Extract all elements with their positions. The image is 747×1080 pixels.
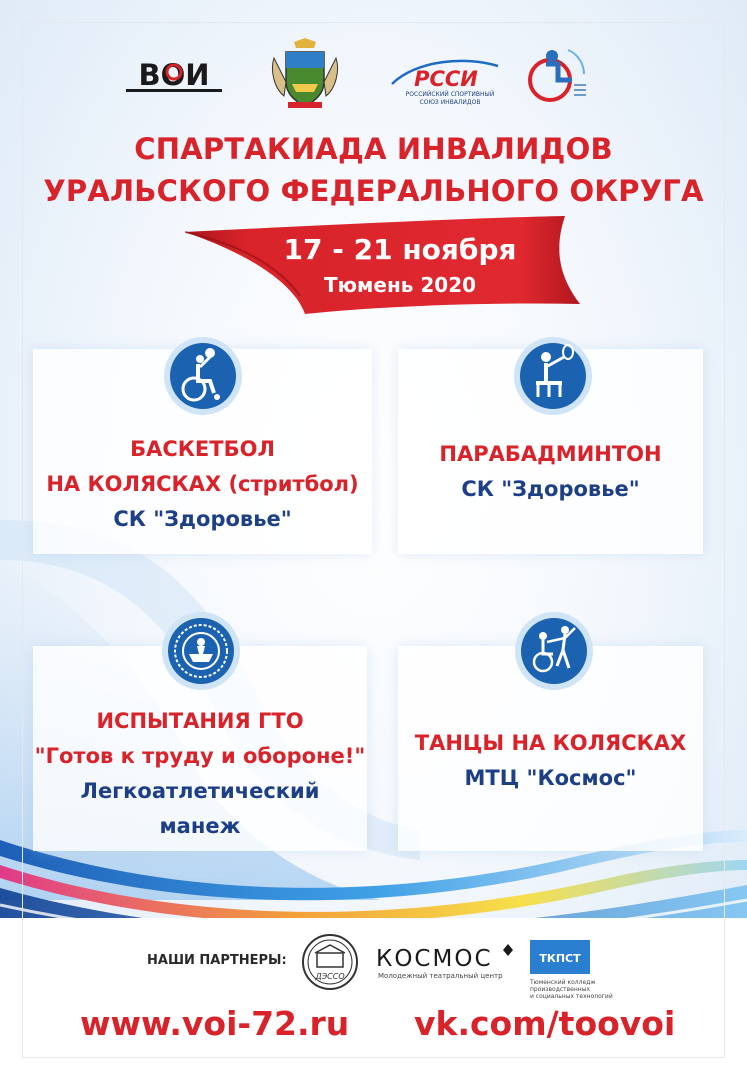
voi-logo: [126, 58, 222, 96]
event-gto-venue-2: манеж: [159, 814, 241, 838]
date-ribbon: [185, 216, 580, 316]
event-basketball-line-1: БАСКЕТБОЛ: [130, 437, 275, 461]
rssi-logo-subtext-2: СОЮЗ ИНВАЛИДОВ: [419, 99, 481, 106]
event-dates: 17 - 21 ноября: [283, 233, 517, 266]
event-basketball-text: [33, 432, 372, 537]
desso-logo-text: ДЭССО: [315, 972, 345, 981]
tkpst-logo: [530, 940, 630, 1002]
partners-label: НАШИ ПАРТНЕРЫ:: [147, 953, 287, 968]
event-gto-line-2: "Готов к труду и обороне!": [34, 744, 366, 768]
voi-logo-text: ВОИ: [138, 58, 210, 92]
event-gto-venue: Легкоатлетический: [80, 779, 320, 803]
tkpst-logo-subtext-2: производственных: [530, 986, 591, 993]
event-dance-text: [398, 726, 703, 796]
kosmos-logo-text: КОСМОС: [376, 946, 493, 972]
event-gto-line-1: ИСПЫТАНИЯ ГТО: [96, 709, 304, 733]
disabled-sport-logo: [524, 44, 588, 108]
tyumen-coat-of-arms-logo: [268, 38, 342, 110]
tkpst-logo-text: ТКПСТ: [539, 952, 581, 965]
vk-link[interactable]: vk.com/toovoi: [414, 1004, 676, 1043]
event-gto-text: [33, 704, 367, 844]
event-basketball-line-2: НА КОЛЯСКАХ (стритбол): [46, 472, 359, 496]
rssi-logo-subtext-1: РОССИЙСКИЙ СПОРТИВНЫЙ: [405, 91, 495, 98]
desso-logo: [301, 933, 359, 991]
website-link[interactable]: www.voi-72.ru: [80, 1004, 350, 1043]
kosmos-logo: [374, 940, 520, 982]
event-parabadminton-line-1: ПАРАБАДМИНТОН: [439, 442, 662, 466]
event-card-wheelchair-dance: [398, 646, 703, 851]
event-basketball-venue: СК "Здоровье": [113, 507, 292, 531]
title-line-1: СПАРТАКИАДА ИНВАЛИДОВ: [134, 132, 613, 166]
wheelchair-dance-icon: [513, 610, 595, 692]
event-city-year: Тюмень 2020: [323, 273, 477, 297]
rssi-logo-text: РССИ: [414, 67, 478, 91]
tkpst-logo-subtext-1: Тюменский колледж: [530, 979, 596, 986]
para-badminton-icon: [512, 335, 594, 417]
header-logos: [0, 38, 747, 118]
rssi-logo: [386, 54, 508, 106]
event-card-basketball: [33, 349, 372, 554]
tkpst-logo-subtext-3: и социальных технологий: [530, 993, 613, 1000]
event-dance-venue: МТЦ "Космос": [464, 766, 637, 790]
page-title: [0, 128, 747, 212]
title-line-2: УРАЛЬСКОГО ФЕДЕРАЛЬНОГО ОКРУГА: [43, 174, 704, 208]
event-card-gto: [33, 646, 367, 851]
kosmos-logo-subtext: Молодежный театральный центр: [378, 972, 503, 980]
event-parabadminton-venue: СК "Здоровье": [461, 477, 640, 501]
event-card-parabadminton: [398, 349, 703, 554]
wheelchair-basketball-icon: [162, 335, 244, 417]
event-parabadminton-text: [398, 437, 703, 507]
gto-badge-icon: [160, 610, 242, 692]
event-dance-line-1: ТАНЦЫ НА КОЛЯСКАХ: [414, 731, 687, 755]
